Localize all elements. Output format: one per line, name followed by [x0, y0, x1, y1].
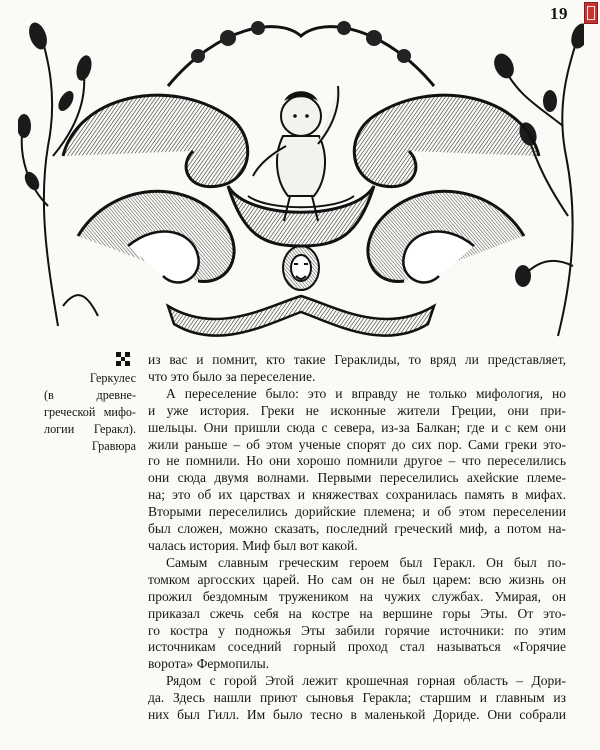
text-line: был сложен, можно сказать, последний греческий миф, а потом на- — [148, 521, 566, 537]
text-line: ворота» Фермопилы. — [148, 656, 270, 672]
text-line: и уже история. Греки не исконные жители Греции, они при- — [148, 402, 566, 418]
text-line: А переселение было: это и вправду не только мифология, но — [166, 385, 566, 401]
baroque-cartouche-engraving — [18, 6, 584, 346]
text-line: приказал сжечь себя на костре на вершине горы Эты. От это- — [148, 605, 566, 621]
caption-line: греческой мифо- — [44, 405, 136, 419]
figure-caption — [44, 352, 136, 455]
text-line: Рядом с горой Этой лежит крошечная горная область – Дори- — [166, 673, 566, 689]
text-line: томком аргосских царей. Но сам он не был царем: всю жизнь он — [148, 571, 566, 587]
text-line: них был Гилл. Им было тесно в маленькой Дориде. Они собрали — [148, 707, 566, 723]
body-text — [148, 352, 566, 724]
text-line: шельцы. Они пришли сюда с севера, из-за Балкан; где и с кем они — [148, 419, 566, 435]
caption-line: Гравюра — [91, 439, 136, 453]
text-line: Самым славным греческим героем был Геракл. Он был по- — [166, 554, 566, 570]
text-line: прожил бездомным тружеником на чужих службах. Умирая, он — [148, 588, 566, 604]
text-line: они сюда двумя волнами. Первыми переселились ахейские племе- — [148, 470, 566, 486]
text-line: жили раньше – об этом ученые спорят до сих пор. Сами греки это- — [148, 436, 566, 452]
text-line: источникам соседний горный проход стал называться «Горячие — [148, 639, 566, 655]
text-line: да. Здесь нашли приют сыновья Геракла; старшим и главным из — [148, 690, 566, 706]
caption-line: Геркулес — [89, 371, 136, 385]
caption-line: логии Геракл). — [44, 422, 136, 436]
corner-tab-icon — [584, 2, 598, 24]
page-number: 19 — [550, 4, 568, 23]
text-line: Вторыми переселились дорийские племена; и об этом переселении — [148, 504, 566, 520]
text-line: из вас и помнит, кто такие Гераклиды, то вряд ли представляет, — [148, 352, 566, 367]
text-line: чалась история. Миф был вот какой. — [148, 537, 358, 553]
text-line: го не помнили. Но они хорошо помнили другое – что переселились — [148, 453, 566, 469]
text-line: на; это об их царствах и княжествах сохранилась память в мифах. — [148, 487, 566, 503]
text-line: го костра у подножья Эты забили горячие источники: по этим — [148, 622, 566, 638]
caption-line: (в древне- — [44, 388, 136, 402]
text-line: что это было за переселение. — [148, 368, 316, 384]
ornament-cross-icon — [116, 352, 130, 366]
